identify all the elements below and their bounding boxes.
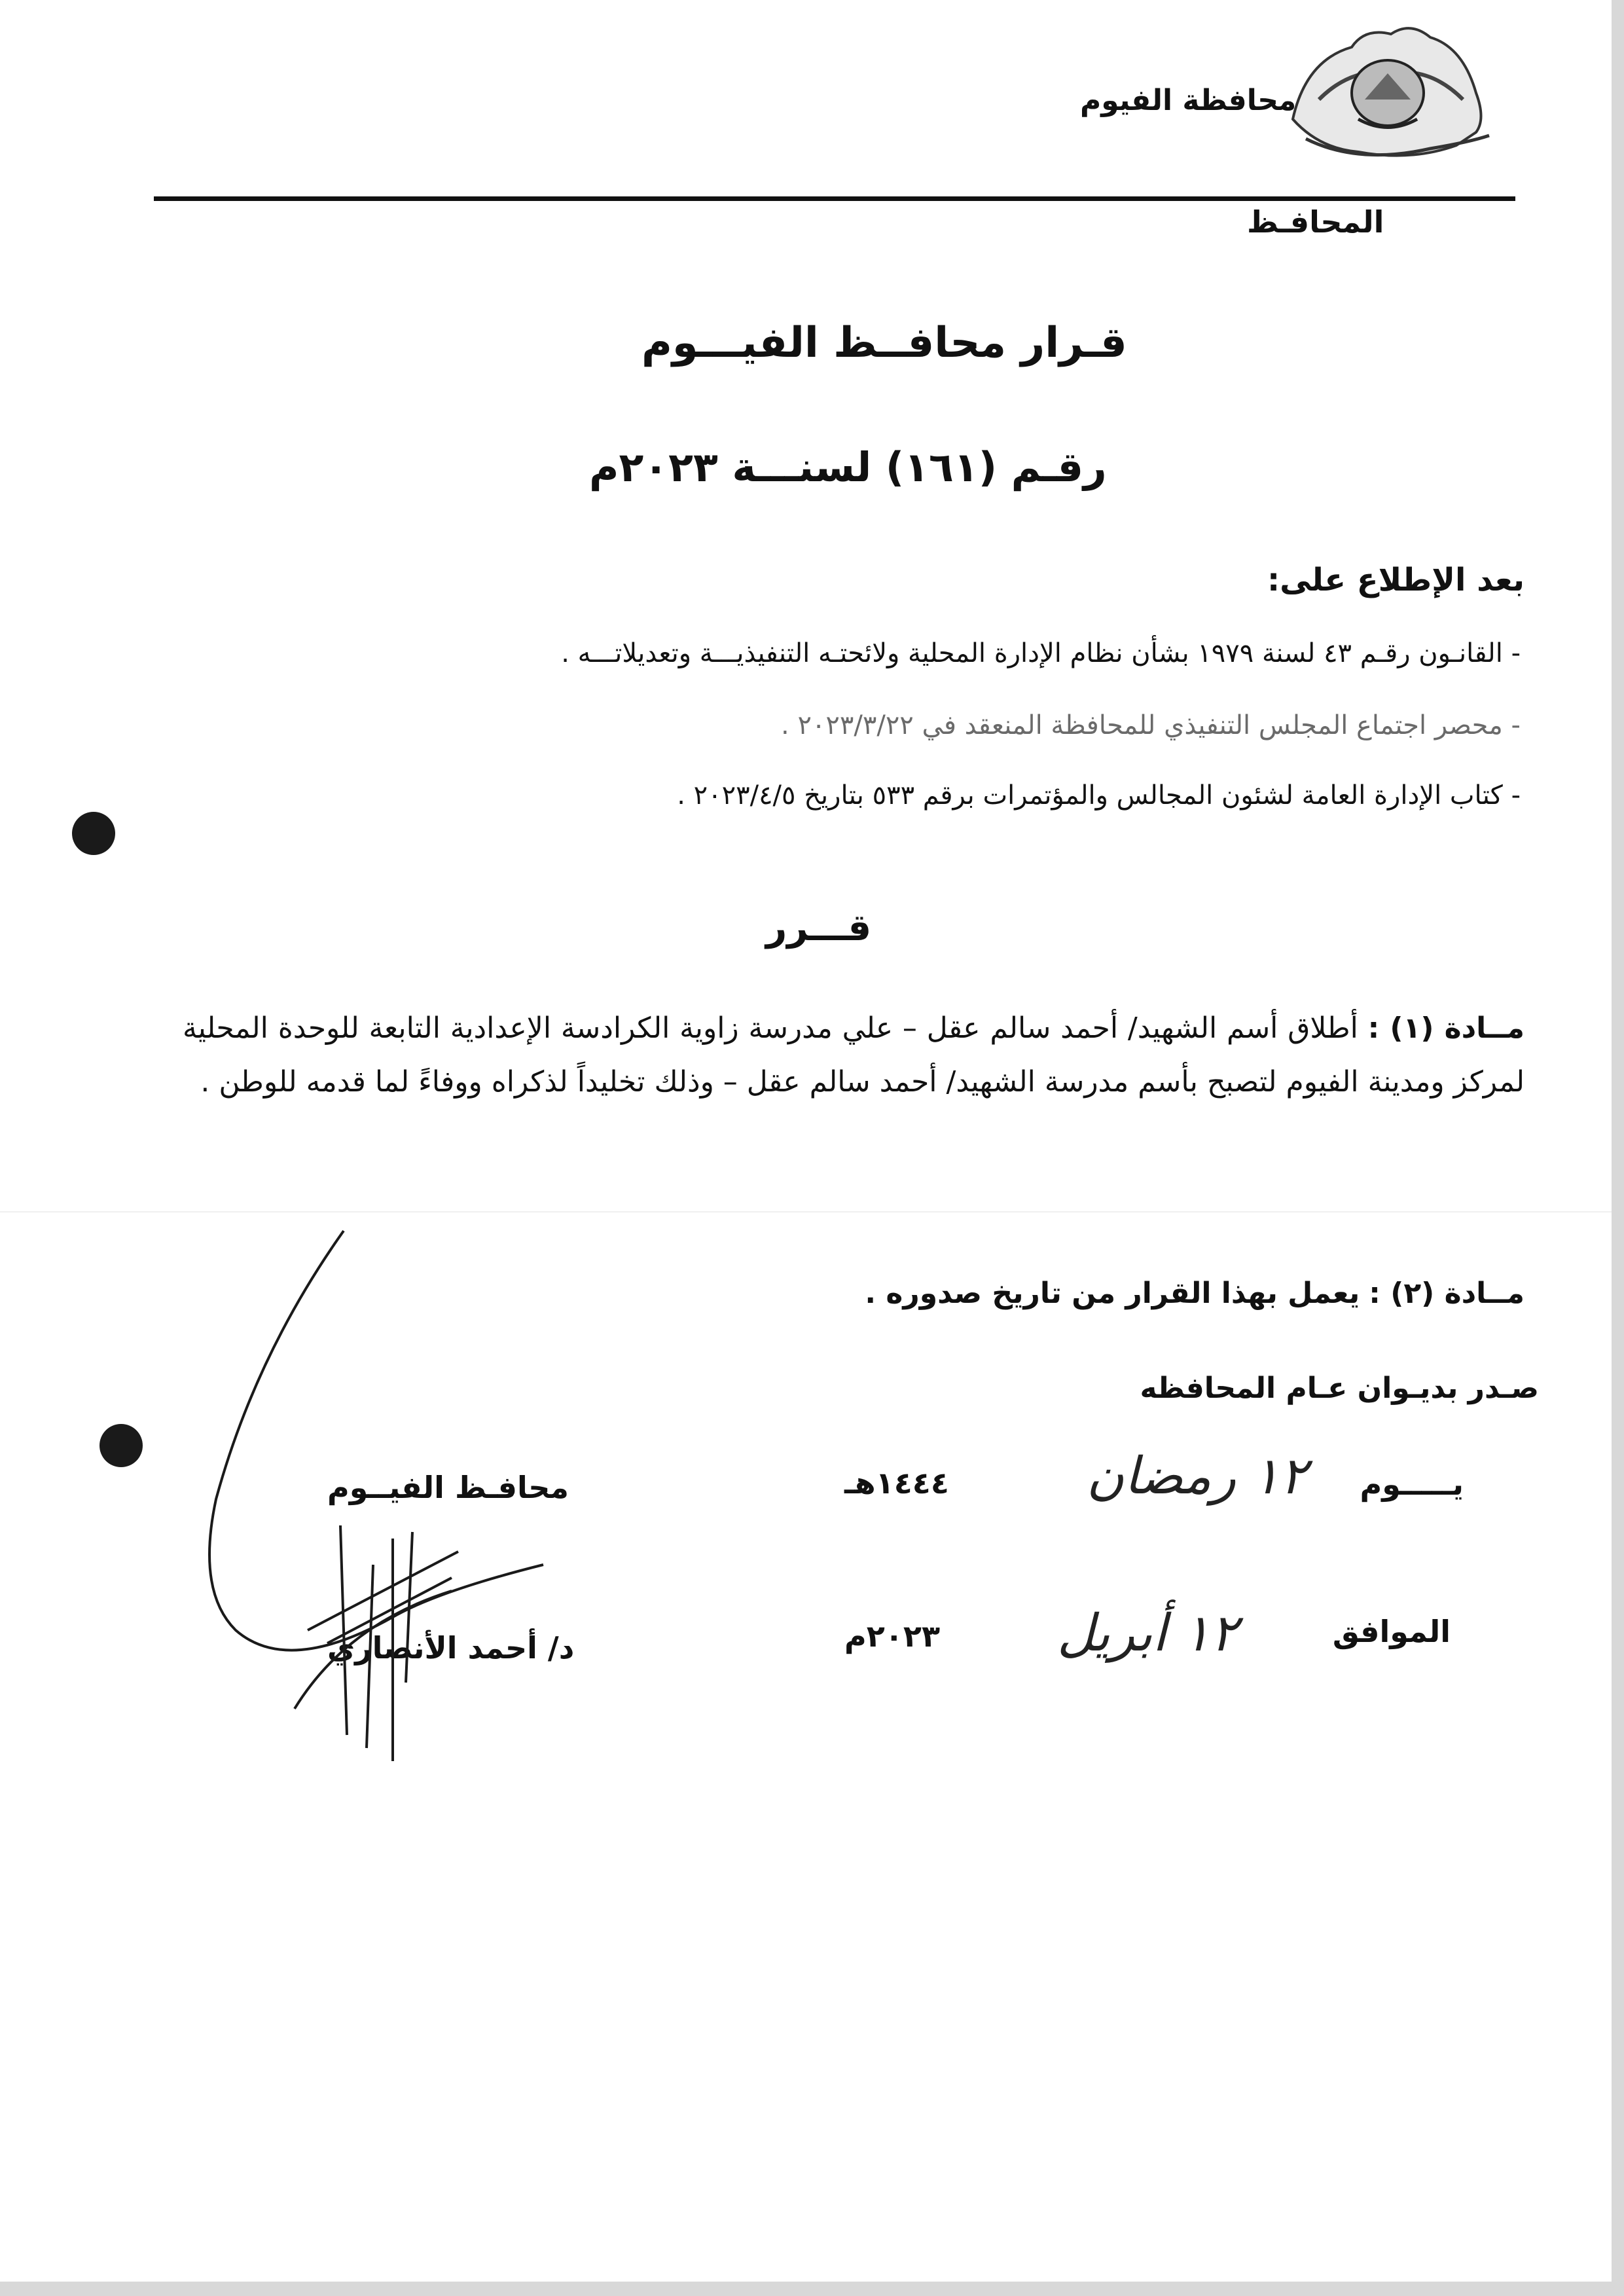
decree-title: قـرار محافــظ الفيـــوم: [641, 319, 1127, 367]
punch-hole: [99, 1424, 143, 1467]
article-1-text: أطلاق أسم الشهيد/ أحمد سالم عقل – علي مدرسة زاوية الكرادسة الإعدادية التابعة للوحدة المحلية لمركز ومدينة الفيوم لتصبح بأسم مدرسة الشهيد/ أحمد سالم عقل – وذلك تخليداً لذكراه ووفاءً لما قدمه للوطن .: [183, 1011, 1525, 1099]
scan-edge: [0, 2282, 1624, 2296]
fayoum-emblem-icon: [1280, 21, 1496, 172]
reference-item: - محصر اجتماع المجلس التنفيذي للمحافظة المنعقد في ٢٠٢٣/٣/٢٢ .: [781, 710, 1521, 740]
after-review-heading: بعد الإطلاع على:: [1267, 562, 1525, 598]
reference-item: - كتاب الإدارة العامة لشئون المجالس والمؤتمرات برقم ٥٣٣ بتاريخ ٢٠٢٣/٤/٥ .: [677, 780, 1521, 811]
hijri-year: ١٤٤٤هـ: [844, 1465, 949, 1501]
punch-hole: [72, 812, 115, 855]
issued-at: صـدر بديـوان عـام المحافظه: [1140, 1372, 1539, 1405]
article-1: [183, 1002, 1525, 1109]
article-1-label: مــادة (١) :: [1367, 1011, 1525, 1045]
header-divider: [154, 196, 1515, 201]
fold-line: [0, 1211, 1624, 1212]
gregorian-year: ٢٠٢٣م: [844, 1618, 941, 1654]
office-title: المحافـظ: [1247, 204, 1384, 240]
article-2-label: مــادة (٢) :: [1369, 1277, 1525, 1310]
signer-name: د/ أحمد الأنصاري: [327, 1630, 575, 1666]
day-label: يـــــوم: [1360, 1467, 1464, 1502]
decided-heading: قـــرر: [766, 907, 872, 949]
decree-number: رقـم (١٦١) لسنـــة ٢٠٢٣م: [589, 443, 1107, 491]
handwritten-signature: [177, 1224, 583, 1768]
reference-item: - القانـون رقـم ٤٣ لسنة ١٩٧٩ بشأن نظام الإدارة المحلية ولائحتـه التنفيذيـــة وتعديلاتـــه .: [561, 638, 1521, 668]
signer-title: محافـظ الفيــوم: [327, 1470, 569, 1505]
article-2-text: يعمل بهذا القرار من تاريخ صدوره .: [865, 1277, 1360, 1310]
corresponding-label: الموافق: [1332, 1614, 1451, 1649]
handwritten-day: ١٢ رمضان: [1087, 1447, 1307, 1506]
scan-edge: [1612, 0, 1624, 2296]
governorate-name: محافظة الفيوم: [1080, 84, 1297, 117]
handwritten-date: ١٢ أبريل: [1057, 1604, 1238, 1663]
